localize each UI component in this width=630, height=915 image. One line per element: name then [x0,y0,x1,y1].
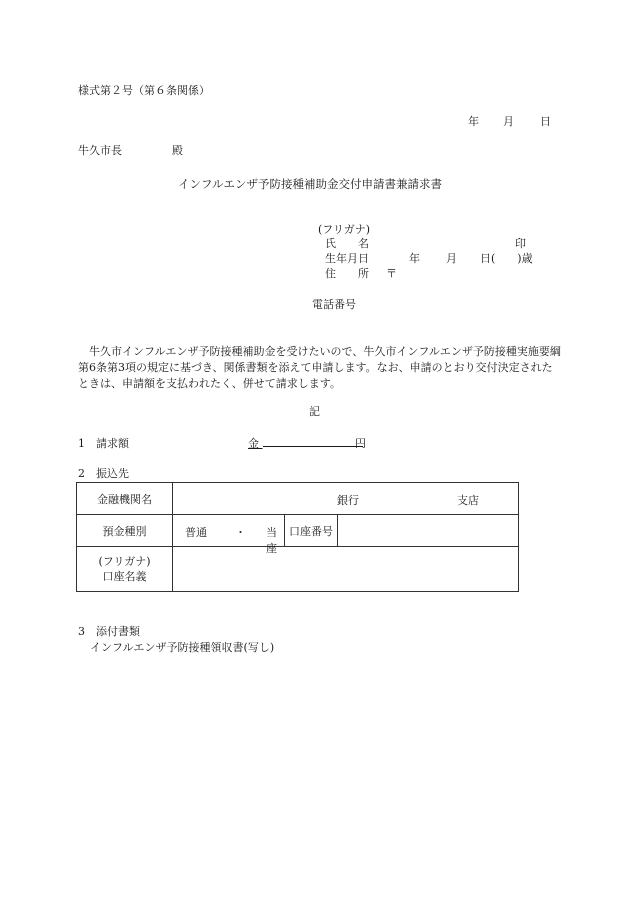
account-type-field[interactable] [173,515,285,555]
separator-dot: ・ [235,526,246,539]
institution-field[interactable] [173,483,519,515]
phone-label: 電話番号 [312,298,356,311]
toza-option[interactable]: 当座 [266,526,277,555]
account-number-label: 口座番号 [285,515,338,547]
ki-heading: 記 [309,405,320,418]
date-year: 年 [468,115,479,128]
dob-year: 年 [409,252,420,265]
account-type-label: 預金種別 [77,515,173,547]
addressee: 牛久市長 [78,144,122,157]
account-number-field[interactable] [338,515,519,547]
dob-label: 生年月日 [325,252,369,265]
institution-label: 金融機関名 [77,483,173,515]
amount-suffix: 円 [355,437,366,450]
honorific: 殿 [172,144,183,157]
date-month: 月 [503,115,514,128]
table-row [77,547,519,592]
dob-day-age: 日( )歳 [480,252,533,265]
bank-table [76,482,519,592]
holder-furigana-label: (フリガナ) [98,555,151,568]
attachments-heading: 3 添付書類 [78,625,140,638]
holder-label-cell [77,547,173,592]
dob-month: 月 [446,252,457,265]
transfer-heading: 2 振込先 [78,467,129,480]
document-title: インフルエンザ予防接種補助金交付申請書兼請求書 [178,177,443,191]
amount-prefix: 金 [248,437,259,450]
body-paragraph: 牛久市インフルエンザ予防接種補助金を受けたいので、牛久市インフルエンザ予防接種実施要綱第6条第3項の規定に基づき、関係書類を添えて申請します。なお、申請のとおり交付決定されたときは、申請額を支払われたく、併せて請求します。 [78,345,561,390]
table-row [77,483,519,515]
bank-suffix: 銀行 [337,494,359,507]
attachment-item: インフルエンザ予防接種領収書(写し) [90,641,275,654]
date-day: 日 [540,115,551,128]
seal-mark: 印 [515,237,526,250]
holder-field[interactable] [173,547,519,592]
holder-label: 口座名義 [102,570,147,583]
postal-mark: 〒 [386,267,397,280]
applicant-furigana-label: (フリガナ) [318,223,371,236]
branch-suffix: 支店 [457,494,479,507]
address-label: 住 所 [325,267,369,280]
futsu-option[interactable]: 普通 [185,526,207,539]
claim-amount-line [248,437,366,450]
claim-heading: 1 請求額 [78,437,129,450]
form-number: 様式第２号（第６条関係） [78,84,210,97]
table-row [77,515,519,547]
applicant-name-label: 氏 名 [325,237,369,250]
